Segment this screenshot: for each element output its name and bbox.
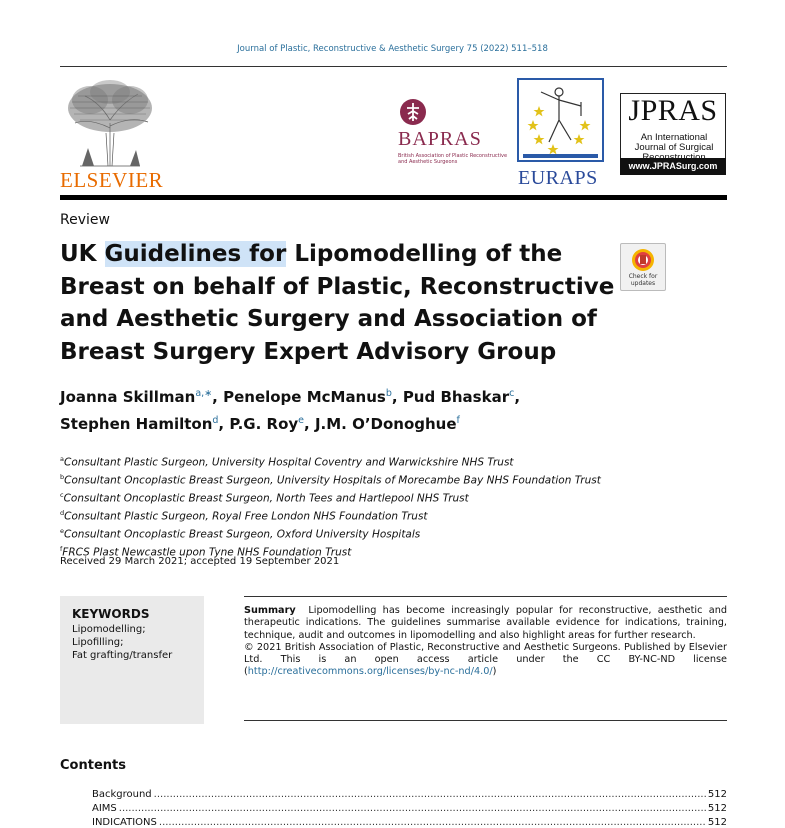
toc-leader [159, 817, 706, 828]
toc-page: 512 [707, 789, 727, 800]
article-title [60, 238, 620, 368]
title-part: and Aesthetic Surgery and Association of [60, 306, 597, 332]
affiliation-text: Consultant Oncoplastic Breast Surgeon, North Tees and Hartlepool NHS Trust [63, 492, 469, 505]
jpras-title: JPRAS [628, 94, 718, 127]
title-part: Lipomodelling of the [286, 241, 563, 267]
author-affil-ref[interactable]: c [509, 388, 515, 399]
journal-citation[interactable]: Journal of Plastic, Reconstructive & Aesthetic Surgery 75 (2022) 511–518 [237, 44, 548, 54]
affiliation-marker: a [60, 455, 64, 463]
toc-entry[interactable] [92, 789, 727, 800]
title-part: Breast Surgery Expert Advisory Group [60, 338, 557, 365]
affiliation-marker: d [60, 509, 65, 517]
keywords-box [60, 596, 204, 724]
author[interactable]: Stephen Hamilton [60, 415, 213, 433]
affiliation-text: Consultant Oncoplastic Breast Surgeon, University Hospitals of Morecambe Bay NHS Foundation Trust [64, 474, 601, 487]
author-affil-ref[interactable]: d [212, 415, 219, 426]
euraps-logo[interactable] [517, 78, 604, 162]
summary-top-rule [244, 596, 727, 597]
received-dates: Received 29 March 2021; accepted 19 September 2021 [60, 556, 340, 567]
copyright-text: © 2021 British Association of Plastic, Reconstructive and Aesthetic Surgeons. Published by Elsevier Ltd. This is an open access article under the CC BY-NC-ND license [244, 641, 727, 666]
euraps-figure-icon [519, 80, 602, 160]
summary-text: Lipomodelling has become increasingly popular for reconstructive, aesthetic and therapeutic indications. The guidelines summarise available evidence for indications, training, technique, audit and outcomes in lipomodelling and also highlight areas for further research. [244, 605, 727, 641]
affiliation [60, 506, 740, 524]
contents-heading: Contents [60, 758, 126, 773]
summary-block: Summary Lipomodelling has become increasingly popular for reconstructive, aesthetic and therapeutic indications. The guidelines summarise available evidence for indications, training, technique, audit and outcomes in lipomodelling and also highlight areas for further research. © 2021 British Association of Plastic, Reconstructive and Aesthetic Surgeons. Published by Elsevier Ltd. This is an open access article under the CC BY-NC-ND license (http://creativecommons.org/licenses/by-nc-nd/4.0/) [244, 605, 727, 678]
header-thick-rule [60, 195, 727, 200]
author-affil-ref[interactable]: e [298, 415, 305, 426]
bapras-wordmark[interactable]: BAPRAS [398, 128, 482, 150]
affiliation-marker: b [60, 473, 65, 481]
keywords-heading: KEYWORDS [72, 607, 150, 621]
author[interactable]: P.G. Roy [229, 415, 299, 433]
toc-entry[interactable] [92, 803, 727, 814]
affiliation-text: FRCS Plast Newcastle upon Tyne NHS Foundation Trust [62, 546, 352, 559]
summary-bottom-rule [244, 720, 727, 721]
toc-label: AIMS [92, 803, 117, 814]
euraps-wordmark: EURAPS [518, 167, 598, 189]
affiliation [60, 470, 740, 488]
elsevier-tree-logo [60, 78, 160, 168]
toc-entry[interactable] [92, 817, 727, 828]
author[interactable]: J.M. O’Donoghue [314, 415, 457, 433]
affiliation-marker: c [60, 491, 64, 499]
check-updates-icon [621, 244, 665, 274]
author-list: Joanna Skillman$^{a,∗}$, Penelope McManus$^b$, Pud Bhaskar$^c$, Stephen Hamilton$^d$, P.G. Roy$^e$, J.M. O’Donoghue$^f$ [60, 388, 521, 433]
keyword: Fat grafting/transfer [72, 650, 173, 661]
affiliation [60, 524, 740, 542]
header-rule [60, 66, 727, 67]
affiliation-marker: e [60, 527, 64, 535]
toc-leader [119, 803, 706, 814]
affiliation [60, 488, 740, 506]
author[interactable]: Joanna Skillman [60, 388, 196, 406]
bapras-subtitle: British Association of Plastic Reconstructive and Aesthetic Surgeons [398, 153, 508, 165]
bapras-emblem-icon [398, 97, 428, 127]
jpras-subtitle: An International Journal of Surgical [634, 132, 714, 153]
toc-leader [154, 789, 706, 800]
author-affil-ref[interactable]: b [385, 388, 392, 399]
keyword: Lipofilling; [72, 637, 124, 648]
check-updates-label: Check for updates [628, 273, 658, 287]
toc-label: Background [92, 789, 152, 800]
author-affil-ref[interactable]: a,∗ [195, 388, 213, 399]
author-affil-ref[interactable]: f [456, 415, 460, 426]
summary-label: Summary [244, 605, 296, 616]
affiliation [60, 452, 740, 470]
author[interactable]: Penelope McManus [223, 388, 386, 406]
affiliation-text: Consultant Oncoplastic Breast Surgeon, Oxford University Hospitals [64, 528, 421, 541]
keyword: Lipomodelling; [72, 624, 146, 635]
affiliation-list [60, 452, 740, 560]
author[interactable]: Pud Bhaskar [402, 388, 510, 406]
toc-page: 512 [707, 803, 727, 814]
affiliation-text: Consultant Plastic Surgeon, University Hospital Coventry and Warwickshire NHS Trust [63, 456, 514, 469]
toc-page: 512 [707, 817, 727, 828]
article-type: Review [60, 212, 110, 228]
title-highlight: Guidelines for [104, 241, 287, 267]
title-part: Breast on behalf of Plastic, Reconstructive [60, 273, 615, 300]
jpras-url[interactable]: www.JPRASurg.com [620, 158, 726, 175]
title-part: UK [60, 241, 105, 267]
elsevier-wordmark[interactable]: ELSEVIER [60, 168, 164, 192]
affiliation-marker: f [60, 545, 63, 553]
toc-label: INDICATIONS [92, 817, 157, 828]
license-link[interactable]: http://creativecommons.org/licenses/by-nc-nd/4.0/ [247, 666, 493, 678]
affiliation-text: Consultant Plastic Surgeon, Royal Free London NHS Foundation Trust [64, 510, 428, 523]
